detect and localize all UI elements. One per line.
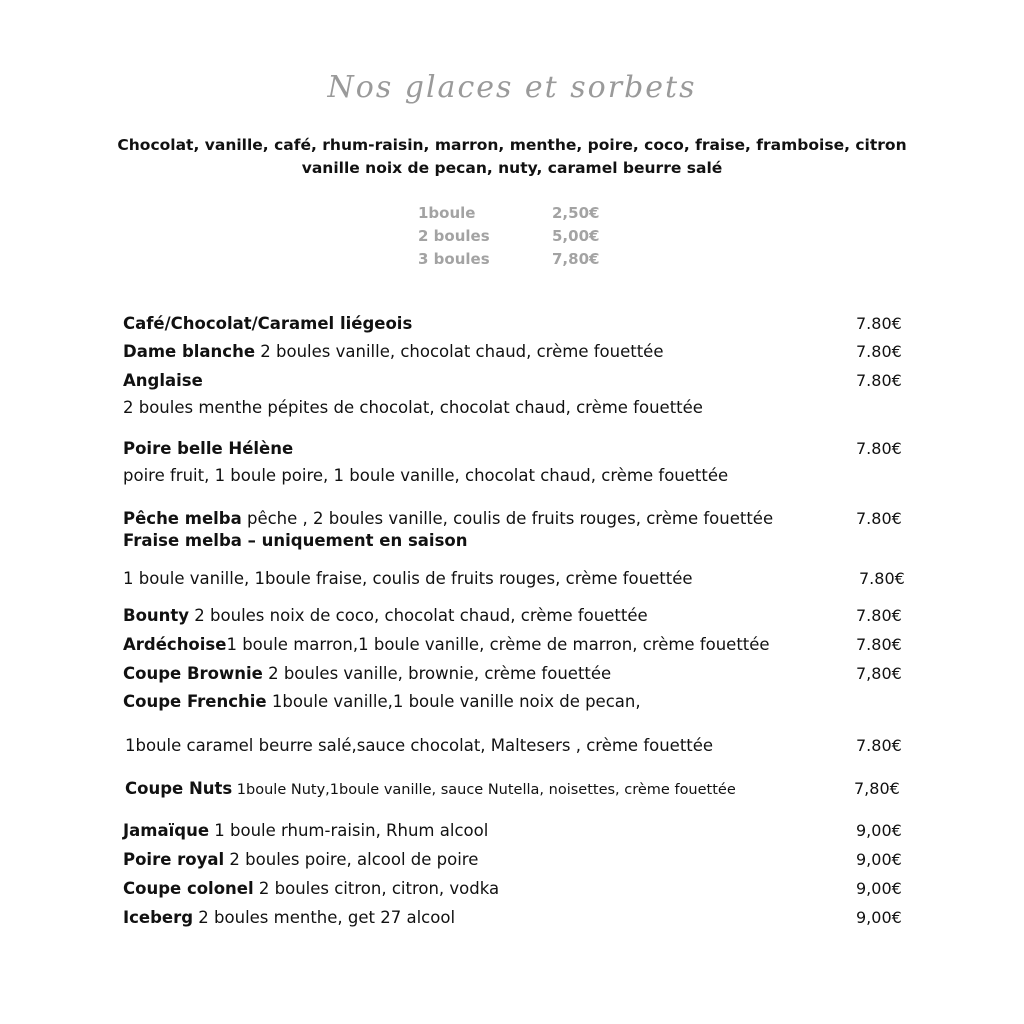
menu-item	[123, 530, 467, 552]
flavors-line: Chocolat, vanille, café, rhum-raisin, marron, menthe, poire, coco, fraise, framboise, citron	[117, 136, 907, 154]
item-desc: 1boule vanille,1 boule vanille noix de pecan,	[266, 692, 641, 711]
menu-item	[125, 778, 736, 801]
item-desc: pêche , 2 boules vanille, coulis de fruits rouges, crème fouettée	[241, 509, 774, 528]
menu-item	[123, 878, 499, 900]
scoop-qty: 1boule	[418, 204, 476, 222]
item-name: Coupe Frenchie	[123, 692, 267, 711]
flavors-line: vanille noix de pecan, nuty, caramel beurre salé	[301, 159, 723, 177]
scoop-price-row	[418, 248, 618, 271]
item-price: 9,00€	[856, 908, 902, 927]
item-name: Dame blanche	[123, 342, 256, 361]
item-name: Jamaïque	[123, 821, 210, 840]
scoop-price-list	[418, 202, 618, 271]
item-name: Coupe colonel	[123, 879, 254, 898]
item-name: Ardéchoise	[123, 635, 227, 654]
item-desc: 2 boules citron, citron, vodka	[253, 879, 500, 898]
menu-item	[123, 438, 293, 460]
menu-item	[123, 508, 773, 530]
item-name: Poire belle Hélène	[123, 439, 294, 458]
menu-item	[123, 691, 641, 713]
item-name: Poire royal	[123, 850, 225, 869]
scoop-qty: 3 boules	[418, 250, 490, 268]
menu-item	[123, 370, 203, 392]
item-desc: 2 boules noix de coco, chocolat chaud, crème fouettée	[189, 606, 648, 625]
item-desc: 2 boules menthe, get 27 alcool	[193, 908, 456, 927]
item-price: 7.80€	[856, 342, 902, 361]
item-name: Coupe Brownie	[123, 664, 263, 683]
item-price: 7.80€	[856, 439, 902, 458]
item-desc: 2 boules poire, alcool de poire	[224, 850, 479, 869]
menu-item	[123, 341, 663, 363]
item-price: 7.80€	[856, 736, 902, 755]
menu-item	[123, 820, 488, 842]
item-price: 9,00€	[856, 879, 902, 898]
page-title: Nos glaces et sorbets	[327, 70, 697, 105]
menu-item	[123, 849, 478, 871]
item-price: 7.80€	[856, 606, 902, 625]
item-price: 9,00€	[856, 850, 902, 869]
item-name: Fraise melba – uniquement en saison	[123, 531, 468, 550]
item-price: 7,80€	[854, 779, 900, 798]
item-price: 7.80€	[859, 569, 905, 588]
item-desc: 1 boule marron,1 boule vanille, crème de marron, crème fouettée	[226, 635, 770, 654]
flavors-list	[60, 134, 964, 180]
item-name: Pêche melba	[123, 509, 242, 528]
item-desc: 2 boules menthe pépites de chocolat, chocolat chaud, crème fouettée	[123, 398, 703, 417]
item-name: Coupe Nuts	[125, 779, 233, 798]
item-desc: 1boule Nuty,1boule vanille, sauce Nutella, noisettes, crème fouettée	[232, 782, 736, 798]
item-desc: 2 boules vanille, chocolat chaud, crème fouettée	[255, 342, 664, 361]
scoop-qty: 2 boules	[418, 227, 490, 245]
menu-item	[123, 313, 412, 335]
item-price: 9,00€	[856, 821, 902, 840]
item-name: Iceberg	[123, 908, 194, 927]
item-desc: 1boule caramel beurre salé,sauce chocolat, Maltesers , crème fouettée	[125, 736, 714, 755]
item-desc: 1 boule vanille, 1boule fraise, coulis de fruits rouges, crème fouettée	[123, 569, 693, 588]
item-desc: 1 boule rhum-raisin, Rhum alcool	[209, 821, 489, 840]
item-desc: poire fruit, 1 boule poire, 1 boule vanille, chocolat chaud, crème fouettée	[123, 466, 729, 485]
item-name: Bounty	[123, 606, 190, 625]
item-price: 7.80€	[856, 509, 902, 528]
scoop-price: 5,00€	[552, 227, 600, 245]
item-desc: 2 boules vanille, brownie, crème fouettée	[262, 664, 612, 683]
menu-item	[123, 605, 648, 627]
menu-item	[123, 663, 611, 685]
item-price: 7,80€	[856, 664, 902, 683]
scoop-price-row	[418, 225, 618, 248]
item-price: 7.80€	[856, 314, 902, 333]
scoop-price-row	[418, 202, 618, 225]
menu-item	[123, 907, 455, 929]
scoop-price: 2,50€	[552, 204, 600, 222]
item-name: Café/Chocolat/Caramel liégeois	[123, 314, 413, 333]
scoop-price: 7,80€	[552, 250, 600, 268]
item-price: 7.80€	[856, 635, 902, 654]
item-price: 7.80€	[856, 371, 902, 390]
menu-item	[123, 634, 770, 656]
item-name: Anglaise	[123, 371, 203, 390]
